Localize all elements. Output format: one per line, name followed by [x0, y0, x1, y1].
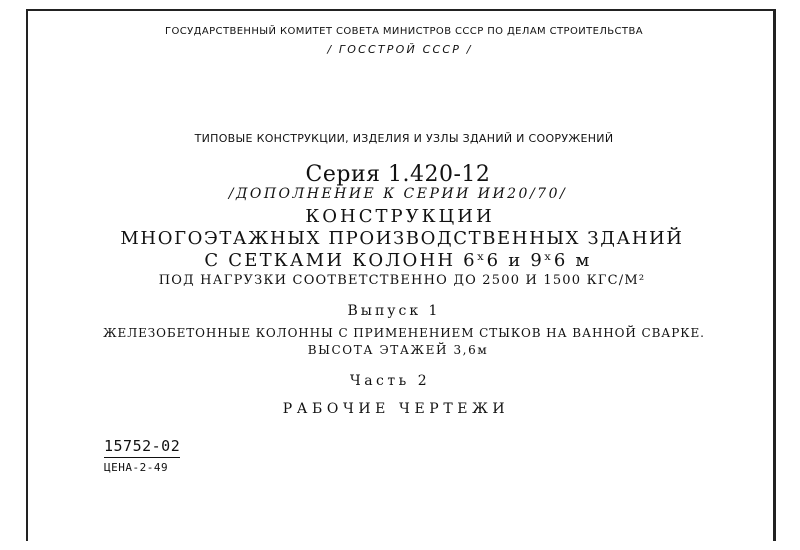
title-line-1: КОНСТРУКЦИИ	[305, 206, 495, 227]
document-code: 15752-02	[104, 437, 180, 458]
part-title: РАБОЧИЕ ЧЕРТЕЖИ	[282, 401, 510, 417]
agency-name: ГОСУДАРСТВЕННЫЙ КОМИТЕТ СОВЕТА МИНИСТРОВ СССР ПО ДЕЛАМ СТРОИТЕЛЬСТВА	[165, 26, 643, 37]
title-line-2: МНОГОЭТАЖНЫХ ПРОИЗВОДСТВЕННЫХ ЗДАНИЙ	[120, 228, 684, 249]
load-specification: ПОД НАГРУЗКИ СООТВЕТСТВЕННО ДО 2500 И 1500 КГС/М²	[158, 273, 646, 288]
agency-short-name: / ГОССТРОЙ СССР /	[327, 43, 473, 56]
floor-height: ВЫСОТА ЭТАЖЕЙ 3,6м	[307, 343, 489, 357]
category-heading: ТИПОВЫЕ КОНСТРУКЦИИ, ИЗДЕЛИЯ И УЗЛЫ ЗДАНИЙ И СООРУЖЕНИЙ	[194, 132, 614, 145]
series-number: Серия 1.420-12	[305, 162, 491, 187]
part-number: Часть 2	[349, 373, 431, 389]
price-stamp	[104, 436, 200, 474]
document-price: ЦЕНА-2-49	[104, 461, 169, 474]
title-line-3: С СЕТКАМИ КОЛОНН 6ˣ6 и 9ˣ6 м	[204, 250, 592, 271]
issue-number: Выпуск 1	[347, 303, 441, 319]
supplement-note: /ДОПОЛНЕНИЕ К СЕРИИ ИИ20/70/	[228, 186, 568, 202]
issue-subject: ЖЕЛЕЗОБЕТОННЫЕ КОЛОННЫ С ПРИМЕНЕНИЕМ СТЫКОВ НА ВАННОЙ СВАРКЕ.	[103, 326, 705, 340]
